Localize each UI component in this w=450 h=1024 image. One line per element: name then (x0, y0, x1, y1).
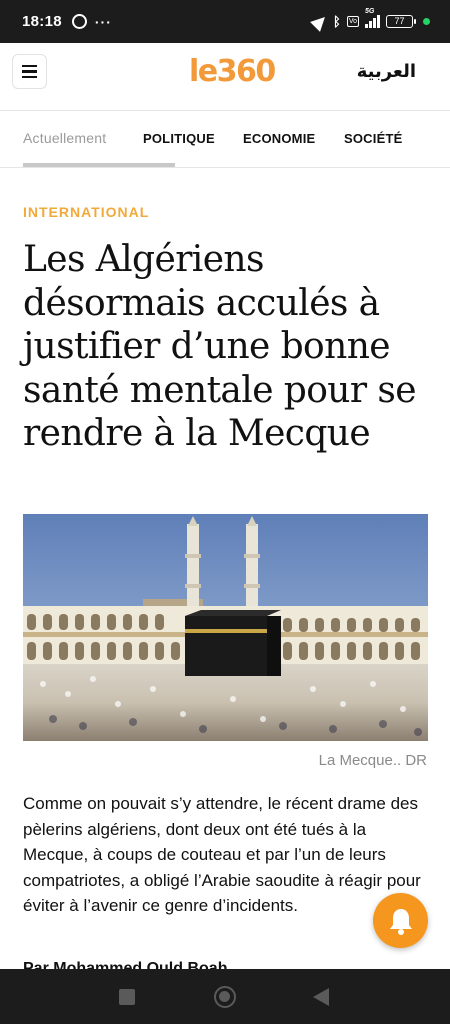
article-hero-image (23, 514, 428, 741)
network-type: 5G (365, 8, 375, 15)
tab-actuellement[interactable]: Actuellement (23, 130, 107, 146)
article-headline: Les Algériens désormais acculés à justifier d’une bonne santé mentale pour se rendre à la Mecque (23, 239, 416, 454)
back-button[interactable] (313, 988, 329, 1006)
more-notifications-icon: ··· (94, 13, 112, 30)
home-button[interactable] (214, 986, 236, 1008)
menu-icon (22, 65, 37, 68)
recent-apps-button[interactable] (119, 989, 135, 1005)
tab-politique[interactable]: POLITIQUE (143, 131, 215, 146)
privacy-indicator-icon (423, 18, 430, 25)
mecca-photo (23, 514, 428, 741)
arabic-language-link[interactable]: العربية (356, 61, 416, 82)
status-time: 18:18 (22, 13, 62, 30)
signal-icon (365, 8, 380, 28)
site-header (0, 43, 450, 111)
active-tab-indicator (23, 163, 175, 167)
notification-bell-button[interactable] (373, 893, 428, 948)
image-caption: La Mecque.. DR (318, 752, 427, 769)
category-tabs (0, 111, 450, 168)
system-navigation-bar (0, 969, 450, 1024)
article-section-label[interactable]: INTERNATIONAL (23, 204, 150, 220)
site-logo[interactable]: le360 (189, 54, 275, 89)
notification-icons (72, 14, 112, 30)
battery-icon: 77 (386, 15, 413, 28)
tab-economie[interactable]: ECONOMIE (243, 131, 316, 146)
system-icons (313, 8, 430, 29)
volte-icon: Vo (348, 18, 357, 25)
bluetooth-icon: ᛒ (333, 14, 341, 29)
whatsapp-icon (72, 14, 87, 29)
menu-button[interactable] (12, 54, 47, 89)
status-bar (0, 0, 450, 43)
tab-societe[interactable]: SOCIÉTÉ (344, 131, 403, 146)
navigation-icon (310, 12, 330, 32)
article-body: Comme on pouvait s’y attendre, le récent drame des pèlerins algériens, dont deux ont été tués à la Mecque, à coups de couteau et par l’un de leurs compatriotes, a obligé l’Arabie saoudite à réagir pour éviter à l’avenir ce genre d’incidents. (23, 794, 421, 915)
bell-icon (388, 907, 414, 935)
